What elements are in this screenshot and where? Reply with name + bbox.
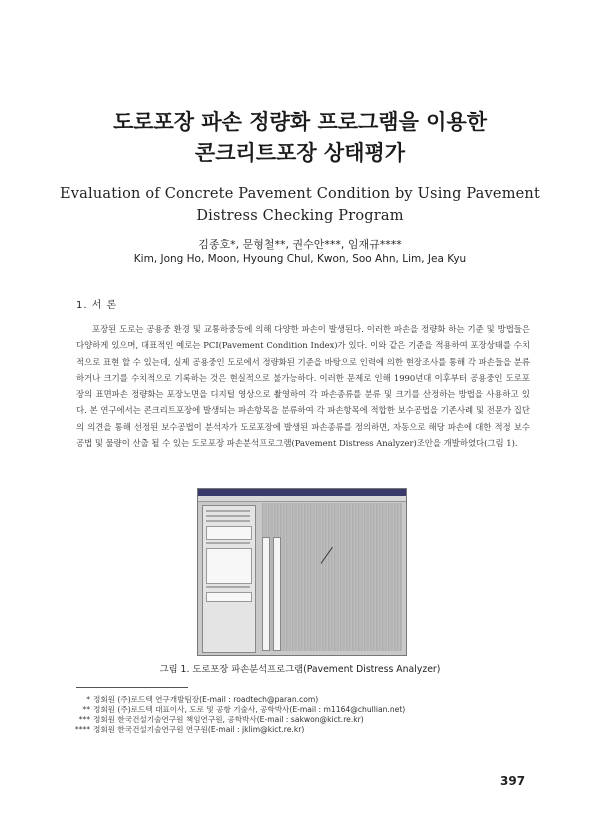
figure-pavement-image: [262, 503, 402, 651]
figure-scale-strip-right: [273, 537, 281, 651]
title-korean-line-2: 콘크리트포장 상태평가: [194, 141, 406, 165]
footnote-3: *** 정회원 한국건설기술연구원 책임연구원, 공학박사(E-mail : sakwon@kict.re.kr): [78, 715, 364, 724]
section-heading: 1. 서 론: [76, 300, 118, 311]
body-paragraph: 포장된 도로는 공용중 환경 및 교통하중등에 의해 다양한 파손이 발생된다. 이러한 파손을 정량화 하는 기준 및 방법들은 다양하게 있으며, 대표적인 예로는 PCI(Pavement Condition Index)가 있다. 이와 같은 기준을 적용하여 포장상태를 수치적으로 표현 할 수 있는데, 실제 공용중인 도로에서 정량화된 기준을 바탕으로 인력에 의한 현장조사를 통해 각 파손들을 분류하거나 크기를 수치적으로 기록하는 것은 현실적으로 불가능하다. 이러한 문제로 인해 1990년대 이후부터 공용중인 도로포장의 표면파손 정량화는 포장노면을 디지털 영상으로 촬영하여 각 파손종류를 분류 및 크기를 산정하는 방법을 사용하고 있다. 본 연구에서는 콘크리트포장에 발생되는 파손항목을 분류하여 각 파손항목에 적합한 보수공법을 기존사례 및 전문가 집단의 의견을 통해 선정된 보수공법이 분석자가 도로포장에 발생된 파손종류를 정의하면, 자동으로 해당 파손에 대한 적정 보수공법 및 물량이 산출 될 수 있는 도로포장 파손분석프로그램(Pavement Distress Analyzer)조안을 개발하였다(그림 1).: [76, 324, 530, 449]
figure-scale-strip-left: [262, 537, 270, 651]
title-english: Evaluation of Concrete Pavement Condition by Using Pavement Distress Checking Program: [60, 186, 540, 224]
footnote-1: * 정회원 (주)로드텍 연구개발팀장(E-mail : roadtech@paran.com): [86, 695, 319, 704]
footnote-2: ** 정회원 (주)로드텍 대표이사, 도로 및 공항 기술사, 공학박사(E-mail : m1164@chullian.net): [82, 705, 406, 714]
figure-control-panel: [202, 505, 256, 653]
page-number: 397: [500, 774, 526, 788]
title-korean-line-1: 도로포장 파손 정량화 프로그램을 이용한: [112, 110, 488, 134]
figure-window-titlebar: [198, 489, 406, 496]
figure-window-menubar: [198, 496, 406, 502]
figure-caption: 그림 1. 도로포장 파손분석프로그램(Pavement Distress Analyzer): [159, 664, 441, 675]
authors-korean: 김종호*, 문형철**, 권수안***, 임재규****: [198, 238, 402, 251]
authors-english: Kim, Jong Ho, Moon, Hyoung Chul, Kwon, Soo Ahn, Lim, Jea Kyu: [133, 253, 467, 265]
figure-screenshot: [197, 488, 407, 656]
footnote-4: **** 정회원 한국건설기술연구원 연구원(E-mail : jklim@kict.re.kr): [74, 725, 305, 734]
footnote-rule: [76, 687, 188, 688]
